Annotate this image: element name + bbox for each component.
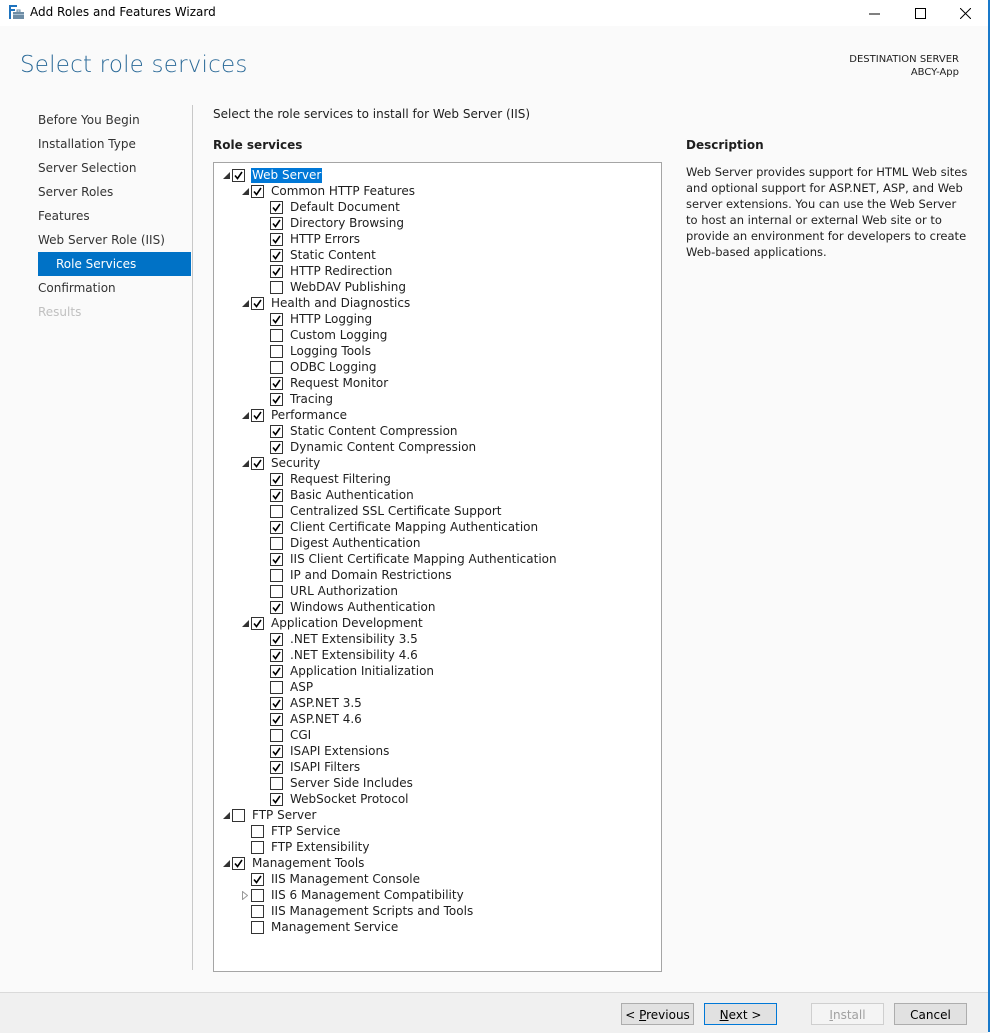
checkbox-checked[interactable]: [270, 601, 283, 614]
tree-item-url-authorization[interactable]: [258, 583, 399, 599]
role-services-heading: Role services: [213, 138, 303, 152]
tree-item-label[interactable]: Request Filtering: [290, 471, 391, 486]
cancel-button[interactable]: Cancel: [894, 1003, 967, 1025]
wizard-nav: [38, 108, 191, 324]
checkbox-checked[interactable]: [251, 873, 264, 886]
tree-item-label[interactable]: Performance: [271, 407, 348, 422]
maximize-button[interactable]: [897, 0, 943, 26]
checkbox-checked[interactable]: [270, 377, 283, 390]
checkmark-icon: [253, 187, 262, 196]
checkmark-icon: [253, 459, 262, 468]
tree-item-label[interactable]: HTTP Errors: [290, 231, 361, 246]
tree-item-label[interactable]: Request Monitor: [290, 375, 389, 390]
tree-item-label[interactable]: Management Service: [271, 919, 399, 934]
nav-item-before-you-begin[interactable]: Before You Begin: [38, 113, 140, 127]
tree-item-label[interactable]: FTP Service: [271, 823, 341, 838]
checkbox-checked[interactable]: [270, 441, 283, 454]
tree-item-asp[interactable]: [258, 679, 314, 695]
checkmark-icon: [272, 667, 281, 676]
checkbox-checked[interactable]: [270, 553, 283, 566]
next-button[interactable]: Next >: [704, 1003, 777, 1025]
tree-item-label[interactable]: Logging Tools: [290, 343, 371, 358]
tree-item-label[interactable]: Digest Authentication: [290, 535, 421, 550]
tree-item-label[interactable]: Static Content: [290, 247, 376, 262]
expander-spacer: [258, 631, 270, 647]
tree-item-management-tools[interactable]: [220, 855, 365, 871]
tree-item-isapi-filters[interactable]: [258, 759, 361, 775]
collapsed-triangle-icon[interactable]: [239, 887, 251, 903]
checkmark-icon: [272, 651, 281, 660]
checkmark-icon: [272, 699, 281, 708]
checkmark-icon: [272, 475, 281, 484]
tree-item-odbc-logging[interactable]: [258, 359, 378, 375]
checkbox-checked[interactable]: [270, 265, 283, 278]
close-button[interactable]: [942, 0, 988, 26]
checkmark-icon: [272, 443, 281, 452]
checkmark-icon: [253, 619, 262, 628]
tree-item-centralized-ssl-certificate-support[interactable]: [258, 503, 502, 519]
tree-item-label[interactable]: FTP Server: [252, 807, 317, 822]
expander-spacer: [258, 215, 270, 231]
tree-item-http-logging[interactable]: [258, 311, 373, 327]
tree-item-iis-6-management-compatibility[interactable]: [239, 887, 465, 903]
expanded-triangle-icon[interactable]: [239, 295, 251, 311]
expander-spacer: [239, 823, 251, 839]
tree-item-cgi[interactable]: [258, 727, 312, 743]
expander-spacer: [258, 199, 270, 215]
checkbox-unchecked[interactable]: [270, 729, 283, 742]
expander-spacer: [258, 391, 270, 407]
checkbox-checked[interactable]: [251, 297, 264, 310]
checkbox-checked[interactable]: [232, 169, 245, 182]
expander-spacer: [258, 759, 270, 775]
role-services-tree[interactable]: [213, 162, 662, 972]
checkbox-unchecked[interactable]: [270, 361, 283, 374]
expanded-triangle-icon[interactable]: [220, 167, 232, 183]
expander-spacer: [258, 663, 270, 679]
tree-item-label[interactable]: IIS Management Console: [271, 871, 421, 886]
title-bar[interactable]: [0, 0, 988, 26]
nav-divider: [192, 105, 193, 970]
description-text: Web Server provides support for HTML Web sites and optional support for ASP.NET, ASP, and Web server extensions. You can use the Web Server to host an internal or external Web site or to provide an environment for developers to create Web-based applications.: [686, 165, 968, 259]
tree-item-dynamic-content-compression[interactable]: [258, 439, 477, 455]
checkbox-checked[interactable]: [270, 713, 283, 726]
tree-item-custom-logging[interactable]: [258, 327, 388, 343]
expander-spacer: [258, 583, 270, 599]
checkbox-unchecked[interactable]: [232, 809, 245, 822]
checkmark-icon: [234, 859, 243, 868]
expander-spacer: [258, 535, 270, 551]
tree-item-label[interactable]: ODBC Logging: [290, 359, 377, 374]
nav-item-server-selection[interactable]: Server Selection: [38, 161, 137, 175]
maximize-icon: [915, 8, 926, 19]
tree-item-label[interactable]: Security: [271, 455, 321, 470]
expander-spacer: [258, 423, 270, 439]
expander-spacer: [239, 839, 251, 855]
checkbox-unchecked[interactable]: [270, 569, 283, 582]
checkbox-checked[interactable]: [270, 793, 283, 806]
expander-spacer: [258, 231, 270, 247]
checkmark-icon: [272, 427, 281, 436]
expander-spacer: [258, 487, 270, 503]
checkmark-icon: [272, 251, 281, 260]
server-manager-icon: [9, 5, 25, 19]
checkbox-unchecked[interactable]: [270, 329, 283, 342]
checkbox-checked[interactable]: [270, 393, 283, 406]
checkbox-unchecked[interactable]: [251, 905, 264, 918]
tree-item-static-content[interactable]: [258, 247, 377, 263]
tree-item-ftp-server[interactable]: [220, 807, 317, 823]
checkbox-checked[interactable]: [270, 217, 283, 230]
description-heading: Description: [686, 138, 764, 152]
tree-item-label[interactable]: Application Initialization: [290, 663, 435, 678]
tree-item-digest-authentication[interactable]: [258, 535, 421, 551]
expander-spacer: [258, 567, 270, 583]
expander-spacer: [258, 775, 270, 791]
tree-item-label[interactable]: ISAPI Filters: [290, 759, 361, 774]
checkbox-unchecked[interactable]: [270, 777, 283, 790]
expander-spacer: [258, 519, 270, 535]
tree-item-label[interactable]: Common HTTP Features: [271, 183, 415, 198]
checkbox-unchecked[interactable]: [270, 681, 283, 694]
checkbox-checked[interactable]: [270, 697, 283, 710]
tree-item-health-and-diagnostics[interactable]: [239, 295, 411, 311]
checkbox-checked[interactable]: [270, 201, 283, 214]
close-icon: [960, 8, 971, 19]
checkmark-icon: [272, 603, 281, 612]
tree-item-label[interactable]: Tracing: [290, 391, 334, 406]
tree-item-label[interactable]: ISAPI Extensions: [290, 743, 390, 758]
checkmark-icon: [272, 219, 281, 228]
tree-item-label[interactable]: HTTP Redirection: [290, 263, 393, 278]
checkmark-icon: [272, 395, 281, 404]
checkbox-checked[interactable]: [251, 457, 264, 470]
page-title: Select role services: [20, 52, 248, 78]
checkmark-icon: [272, 635, 281, 644]
checkbox-unchecked[interactable]: [270, 505, 283, 518]
checkmark-icon: [272, 315, 281, 324]
expander-spacer: [258, 263, 270, 279]
checkbox-checked[interactable]: [270, 745, 283, 758]
tree-item-common-http-features[interactable]: [239, 183, 416, 199]
checkbox-unchecked[interactable]: [251, 841, 264, 854]
tree-item-http-errors[interactable]: [258, 231, 361, 247]
destination-server-label: DESTINATION SERVER: [849, 54, 959, 65]
expander-spacer: [258, 471, 270, 487]
checkmark-icon: [272, 491, 281, 500]
tree-item-ftp-service[interactable]: [239, 823, 341, 839]
tree-item-label[interactable]: CGI: [290, 727, 312, 742]
expander-spacer: [258, 711, 270, 727]
tree-item-label[interactable]: HTTP Logging: [290, 311, 373, 326]
checkbox-checked[interactable]: [270, 521, 283, 534]
nav-item-results: Results: [38, 305, 82, 319]
tree-item-label[interactable]: ASP.NET 4.6: [290, 711, 362, 726]
tree-item-label[interactable]: Default Document: [290, 199, 400, 214]
expander-spacer: [258, 279, 270, 295]
nav-item-role-services[interactable]: Role Services: [38, 252, 191, 276]
checkbox-unchecked[interactable]: [270, 585, 283, 598]
previous-button[interactable]: < Previous: [621, 1003, 694, 1025]
tree-item-label[interactable]: Windows Authentication: [290, 599, 436, 614]
checkbox-checked[interactable]: [270, 489, 283, 502]
checkmark-icon: [253, 299, 262, 308]
expander-spacer: [258, 375, 270, 391]
tree-item-label[interactable]: WebDAV Publishing: [290, 279, 406, 294]
checkbox-unchecked[interactable]: [270, 345, 283, 358]
tree-item-webdav-publishing[interactable]: [258, 279, 407, 295]
checkmark-icon: [272, 523, 281, 532]
expander-spacer: [258, 695, 270, 711]
tree-item-label[interactable]: Basic Authentication: [290, 487, 414, 502]
checkbox-checked[interactable]: [270, 425, 283, 438]
tree-item-basic-authentication[interactable]: [258, 487, 415, 503]
checkmark-icon: [234, 171, 243, 180]
tree-item-label[interactable]: .NET Extensibility 3.5: [290, 631, 418, 646]
expanded-triangle-icon[interactable]: [220, 807, 232, 823]
tree-item-label[interactable]: Web Server: [252, 167, 322, 182]
expander-spacer: [258, 311, 270, 327]
tree-item-iis-management-scripts-and-tools[interactable]: [239, 903, 474, 919]
checkbox-checked[interactable]: [270, 313, 283, 326]
tree-item-request-monitor[interactable]: [258, 375, 389, 391]
tree-item-label[interactable]: Health and Diagnostics: [271, 295, 411, 310]
tree-item-label[interactable]: IP and Domain Restrictions: [290, 567, 452, 582]
tree-item-default-document[interactable]: [258, 199, 401, 215]
checkbox-unchecked[interactable]: [251, 825, 264, 838]
tree-item-directory-browsing[interactable]: [258, 215, 405, 231]
tree-item-label[interactable]: Management Tools: [252, 855, 365, 870]
checkbox-checked[interactable]: [270, 665, 283, 678]
checkbox-checked[interactable]: [270, 649, 283, 662]
tree-item-application-development[interactable]: [239, 615, 424, 631]
checkmark-icon: [272, 763, 281, 772]
tree-item-web-server[interactable]: [220, 167, 322, 183]
tree-item-iis-management-console[interactable]: [239, 871, 421, 887]
checkmark-icon: [272, 267, 281, 276]
expander-spacer: [258, 599, 270, 615]
expander-spacer: [258, 791, 270, 807]
tree-item-websocket-protocol[interactable]: [258, 791, 410, 807]
tree-item-ftp-extensibility[interactable]: [239, 839, 370, 855]
tree-item-label[interactable]: URL Authorization: [290, 583, 398, 598]
expanded-triangle-icon[interactable]: [220, 855, 232, 871]
tree-item-isapi-extensions[interactable]: [258, 743, 390, 759]
expanded-triangle-icon[interactable]: [239, 615, 251, 631]
tree-item-management-service[interactable]: [239, 919, 399, 935]
tree-item-http-redirection[interactable]: [258, 263, 393, 279]
checkmark-icon: [272, 747, 281, 756]
tree-item-label[interactable]: Client Certificate Mapping Authentication: [290, 519, 539, 534]
tree-item-label[interactable]: Server Side Includes: [290, 775, 413, 790]
tree-item-net-extensibility-4-6[interactable]: [258, 647, 419, 663]
tree-item-label[interactable]: WebSocket Protocol: [290, 791, 409, 806]
tree-item-client-certificate-mapping-authentication[interactable]: [258, 519, 539, 535]
nav-item-installation-type[interactable]: Installation Type: [38, 137, 136, 151]
checkmark-icon: [272, 555, 281, 564]
expander-spacer: [258, 647, 270, 663]
tree-item-label[interactable]: IIS 6 Management Compatibility: [271, 887, 464, 902]
checkbox-unchecked[interactable]: [270, 537, 283, 550]
checkmark-icon: [253, 875, 262, 884]
checkmark-icon: [272, 203, 281, 212]
tree-item-static-content-compression[interactable]: [258, 423, 459, 439]
checkbox-checked[interactable]: [251, 185, 264, 198]
checkmark-icon: [272, 235, 281, 244]
tree-item-label[interactable]: IIS Client Certificate Mapping Authentication: [290, 551, 557, 566]
tree-item-label[interactable]: Application Development: [271, 615, 423, 630]
checkmark-icon: [253, 411, 262, 420]
tree-item-iis-client-certificate-mapping-authentication[interactable]: [258, 551, 558, 567]
checkbox-unchecked[interactable]: [251, 921, 264, 934]
checkbox-checked[interactable]: [270, 233, 283, 246]
expander-spacer: [239, 903, 251, 919]
expander-spacer: [239, 919, 251, 935]
nav-item-server-roles[interactable]: Server Roles: [38, 185, 114, 199]
nav-item-features[interactable]: Features: [38, 209, 90, 223]
tree-item-label[interactable]: Dynamic Content Compression: [290, 439, 477, 454]
checkbox-checked[interactable]: [270, 473, 283, 486]
checkbox-checked[interactable]: [270, 761, 283, 774]
checkbox-unchecked[interactable]: [251, 889, 264, 902]
checkbox-checked[interactable]: [251, 409, 264, 422]
expander-spacer: [258, 359, 270, 375]
expander-spacer: [258, 679, 270, 695]
checkbox-checked[interactable]: [251, 617, 264, 630]
checkmark-icon: [272, 379, 281, 388]
expander-spacer: [239, 871, 251, 887]
install-button: Install: [811, 1003, 884, 1025]
tree-item-application-initialization[interactable]: [258, 663, 435, 679]
expander-spacer: [258, 247, 270, 263]
tree-item-request-filtering[interactable]: [258, 471, 392, 487]
tree-item-label[interactable]: Directory Browsing: [290, 215, 404, 230]
window-title: Add Roles and Features Wizard: [30, 5, 216, 19]
tree-item-label[interactable]: Centralized SSL Certificate Support: [290, 503, 502, 518]
expander-spacer: [258, 439, 270, 455]
checkbox-unchecked[interactable]: [270, 281, 283, 294]
tree-item-label[interactable]: IIS Management Scripts and Tools: [271, 903, 474, 918]
tree-item-label[interactable]: ASP.NET 3.5: [290, 695, 362, 710]
expander-spacer: [258, 743, 270, 759]
checkmark-icon: [272, 715, 281, 724]
destination-server-info: [849, 53, 959, 79]
tree-item-label[interactable]: Custom Logging: [290, 327, 388, 342]
minimize-icon: [869, 8, 880, 19]
checkmark-icon: [272, 795, 281, 804]
expander-spacer: [258, 551, 270, 567]
checkbox-checked[interactable]: [270, 249, 283, 262]
minimize-button[interactable]: [851, 0, 897, 26]
tree-item-tracing[interactable]: [258, 391, 334, 407]
expander-spacer: [258, 503, 270, 519]
tree-item-ip-and-domain-restrictions[interactable]: [258, 567, 453, 583]
checkbox-checked[interactable]: [232, 857, 245, 870]
expander-spacer: [258, 727, 270, 743]
tree-item-logging-tools[interactable]: [258, 343, 372, 359]
nav-item-confirmation[interactable]: Confirmation: [38, 281, 116, 295]
tree-item-net-extensibility-3-5[interactable]: [258, 631, 419, 647]
tree-item-label[interactable]: Static Content Compression: [290, 423, 458, 438]
destination-server-name: ABCY-App: [910, 67, 959, 78]
instruction-text: Select the role services to install for Web Server (IIS): [213, 107, 531, 121]
tree-item-windows-authentication[interactable]: [258, 599, 436, 615]
nav-item-web-server-role[interactable]: Web Server Role (IIS): [38, 233, 165, 247]
expander-spacer: [258, 343, 270, 359]
expanded-triangle-icon[interactable]: [239, 183, 251, 199]
tree-item-security[interactable]: [239, 455, 321, 471]
tree-item-server-side-includes[interactable]: [258, 775, 414, 791]
tree-item-asp-net-3-5[interactable]: [258, 695, 363, 711]
checkbox-checked[interactable]: [270, 633, 283, 646]
expander-spacer: [258, 327, 270, 343]
tree-item-asp-net-4-6[interactable]: [258, 711, 363, 727]
tree-item-performance[interactable]: [239, 407, 348, 423]
tree-item-label[interactable]: FTP Extensibility: [271, 839, 370, 854]
tree-item-label[interactable]: .NET Extensibility 4.6: [290, 647, 418, 662]
expanded-triangle-icon[interactable]: [239, 407, 251, 423]
tree-item-label[interactable]: ASP: [290, 679, 314, 694]
expanded-triangle-icon[interactable]: [239, 455, 251, 471]
